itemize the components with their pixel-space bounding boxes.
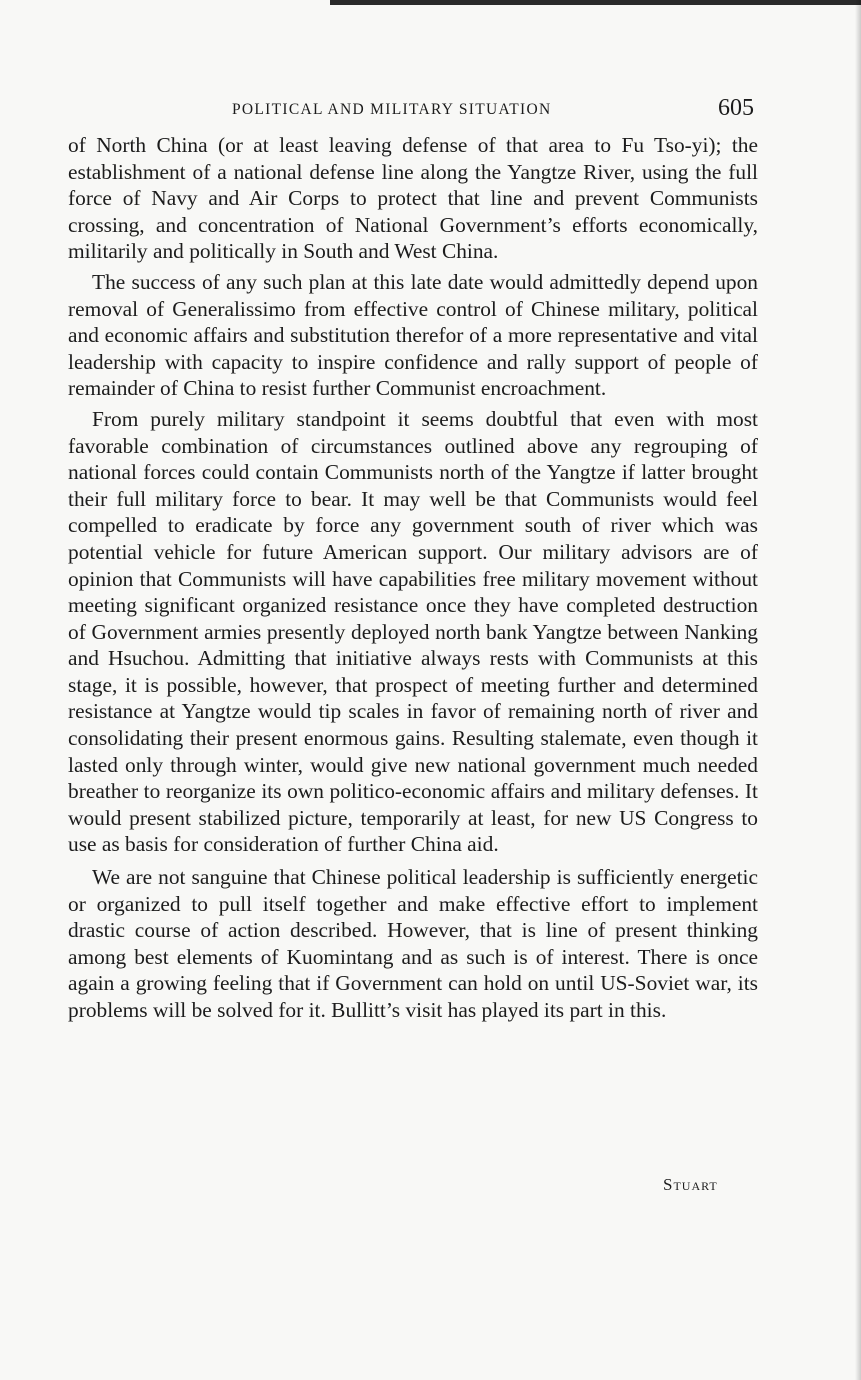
running-title: POLITICAL AND MILITARY SITUATION bbox=[232, 101, 552, 118]
text-body bbox=[68, 132, 758, 1024]
paragraph-4: We are not sanguine that Chinese political leadership is sufficiently energetic or organized to pull itself together and make effective effort to implement drastic course of action described. However, that is line of present thinking among best elements of Kuomintang and as such is of interest. There is once again a growing feeling that if Government can hold on until US-Soviet war, its problems will be solved for it. Bullitt’s visit has played its part in this. bbox=[68, 865, 758, 1022]
paragraph-2: The success of any such plan at this late date would admittedly depend upon removal of Generalissimo from effective control of Chinese military, political and economic affairs and substitution therefor of a more representative and vital leadership with capacity to inspire confidence and rally support of people of remainder of China to resist further Communist encroachment. bbox=[68, 269, 758, 401]
paragraph-1: of North China (or at least leaving defense of that area to Fu Tso-yi); the establishment of a national defense line along the Yangtze River, using the full force of Navy and Air Corps to protect that line and prevent Communists crossing, and concentration of National Government’s efforts economically, militarily and politically in South and West China. bbox=[68, 133, 758, 264]
top-rule bbox=[330, 0, 861, 5]
paragraph-3: From purely military standpoint it seems doubtful that even with most favorable combination of circumstances outlined above any regrouping of national forces could contain Communists north of the Yangtze if latter brought their full military force to bear. It may well be that Communists would feel compelled to eradicate by force any government south of river which was potential vehicle for future American support. Our military advisors are of opinion that Communists will have capabilities free military movement without meeting significant organized resistance once they have completed destruction of Government armies presently deployed north bank Yangtze between Nanking and Hsuchou. Admitting that initiative always rests with Communists at this stage, it is possible, however, that prospect of meeting further and determined resistance at Yangtze would tip scales in favor of remaining north of river and consolidating their present enormous gains. Resulting stalemate, even though it lasted only through winter, would give new national government much needed breather to reorganize its own politico-economic affairs and military defenses. It would present stabilized picture, temporarily at least, for new US Congress to use as basis for consideration of further China aid. bbox=[68, 406, 758, 857]
running-head bbox=[0, 95, 861, 125]
page-number: 605 bbox=[718, 95, 754, 121]
signature: Stuart bbox=[663, 1175, 718, 1194]
page-edge-shadow bbox=[855, 0, 861, 1380]
